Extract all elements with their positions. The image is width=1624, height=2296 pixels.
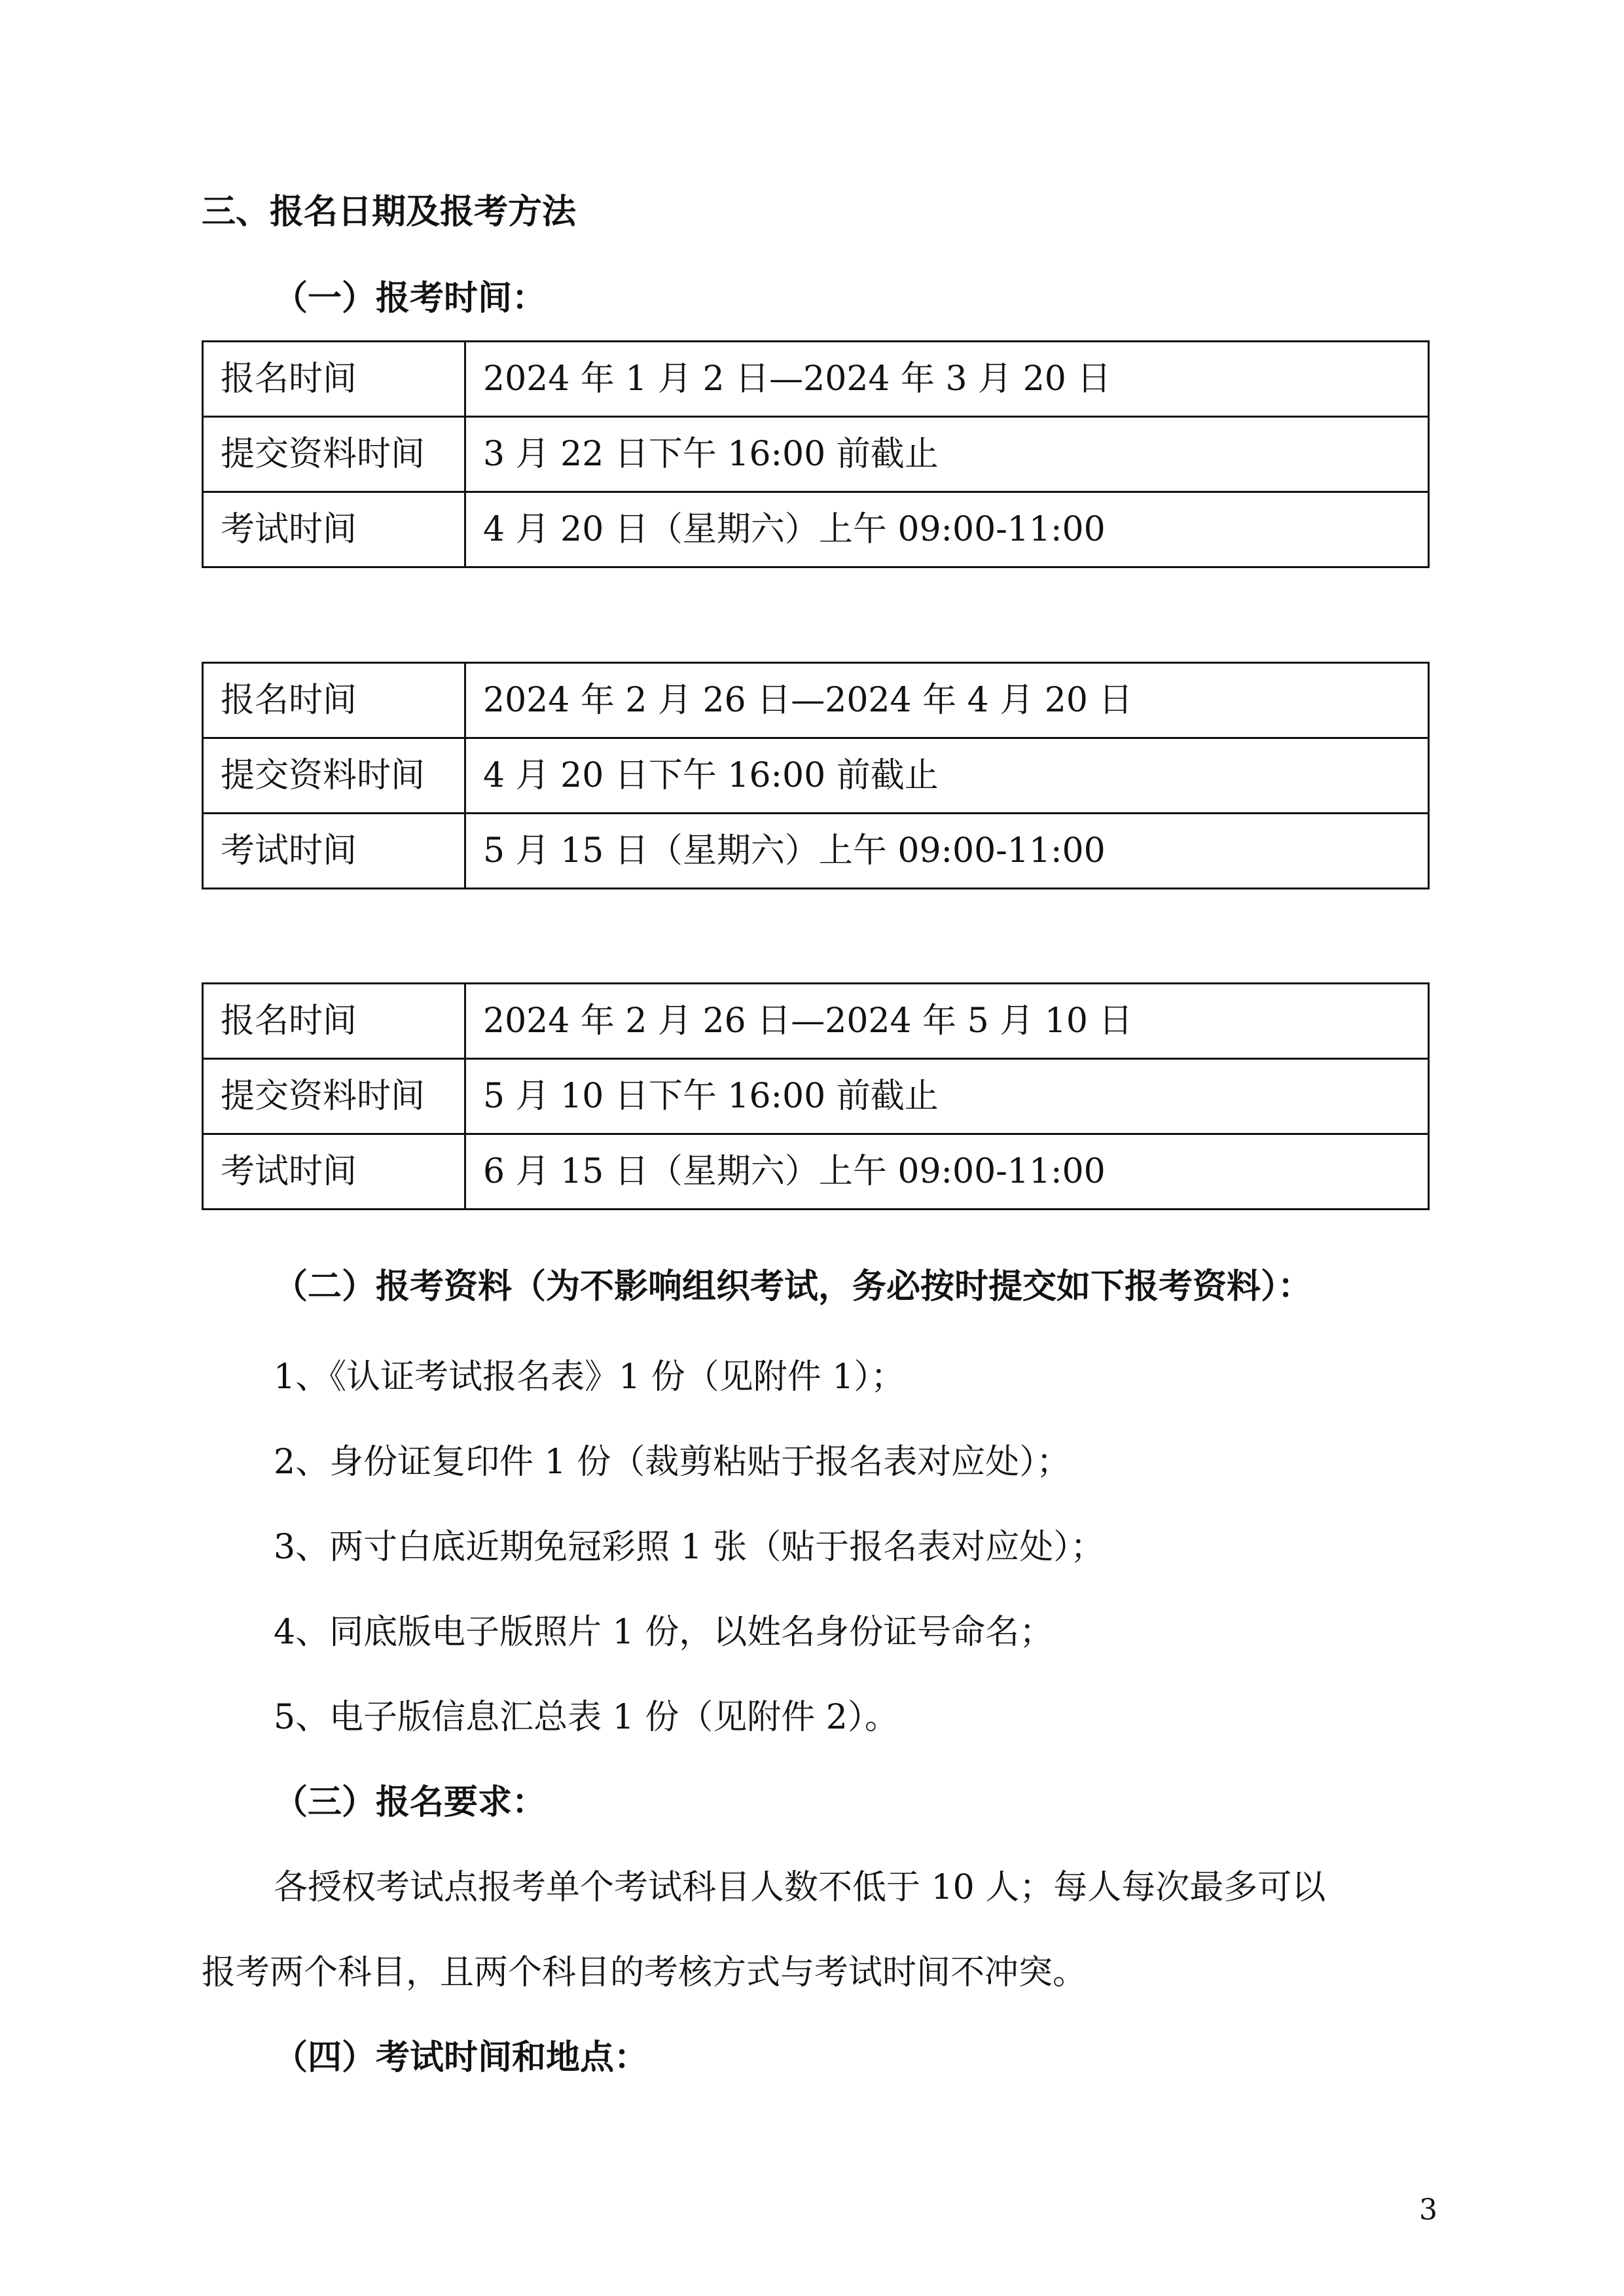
row-value: 2024 年 2 月 26 日—2024 年 5 月 10 日 bbox=[465, 984, 1429, 1059]
list-item: 5、电子版信息汇总表 1 份（见附件 2）。 bbox=[274, 1698, 899, 1737]
list-item: 3、两寸白底近期免冠彩照 1 张（贴于报名表对应处）； bbox=[274, 1528, 1105, 1567]
row-label: 考试时间 bbox=[203, 814, 465, 889]
row-value: 3 月 22 日下午 16:00 前截止 bbox=[465, 417, 1429, 492]
list-item: 2、身份证复印件 1 份（裁剪粘贴于报名表对应处）； bbox=[274, 1443, 1071, 1482]
row-value: 6 月 15 日（星期六）上午 09:00-11:00 bbox=[465, 1134, 1429, 1210]
subsection-heading-requirements: （三）报名要求： bbox=[274, 1782, 547, 1822]
table-row bbox=[203, 492, 1429, 567]
row-label: 提交资料时间 bbox=[203, 1059, 465, 1134]
row-label: 报名时间 bbox=[203, 984, 465, 1059]
table-row bbox=[203, 1059, 1429, 1134]
list-item: 1、《认证考试报名表》1 份（见附件 1）； bbox=[274, 1357, 905, 1397]
row-label: 考试时间 bbox=[203, 1134, 465, 1210]
section-title: 三、报名日期及报考方法 bbox=[202, 192, 577, 232]
row-label: 报名时间 bbox=[203, 342, 465, 417]
row-value: 2024 年 2 月 26 日—2024 年 4 月 20 日 bbox=[465, 663, 1429, 738]
subsection-heading-materials: （二）报考资料（为不影响组织考试，务必按时提交如下报考资料）： bbox=[274, 1266, 1312, 1306]
row-value: 5 月 15 日（星期六）上午 09:00-11:00 bbox=[465, 814, 1429, 889]
row-value: 4 月 20 日（星期六）上午 09:00-11:00 bbox=[465, 492, 1429, 567]
row-value: 2024 年 1 月 2 日—2024 年 3 月 20 日 bbox=[465, 342, 1429, 417]
subsection-heading-exam-venue: （四）考试时间和地点： bbox=[274, 2037, 649, 2077]
table-row bbox=[203, 814, 1429, 889]
requirements-line: 报考两个科目，且两个科目的考核方式与考试时间不冲突。 bbox=[202, 1953, 1087, 1992]
schedule-table-1 bbox=[202, 340, 1430, 568]
schedule-table-3 bbox=[202, 982, 1430, 1210]
row-value: 4 月 20 日下午 16:00 前截止 bbox=[465, 738, 1429, 814]
table-row bbox=[203, 417, 1429, 492]
schedule-table-2 bbox=[202, 662, 1430, 889]
row-label: 提交资料时间 bbox=[203, 417, 465, 492]
requirements-line: 各授权考试点报考单个考试科目人数不低于 10 人；每人每次最多可以 bbox=[274, 1868, 1326, 1907]
row-label: 报名时间 bbox=[203, 663, 465, 738]
page-number: 3 bbox=[1419, 2193, 1437, 2227]
table-row bbox=[203, 663, 1429, 738]
table-row bbox=[203, 738, 1429, 814]
list-item: 4、同底版电子版照片 1 份，以姓名身份证号命名； bbox=[274, 1613, 1054, 1652]
table-row bbox=[203, 1134, 1429, 1210]
subsection-heading-exam-time: （一）报考时间： bbox=[274, 278, 547, 318]
row-label: 提交资料时间 bbox=[203, 738, 465, 814]
table-row bbox=[203, 984, 1429, 1059]
table-row bbox=[203, 342, 1429, 417]
row-label: 考试时间 bbox=[203, 492, 465, 567]
row-value: 5 月 10 日下午 16:00 前截止 bbox=[465, 1059, 1429, 1134]
